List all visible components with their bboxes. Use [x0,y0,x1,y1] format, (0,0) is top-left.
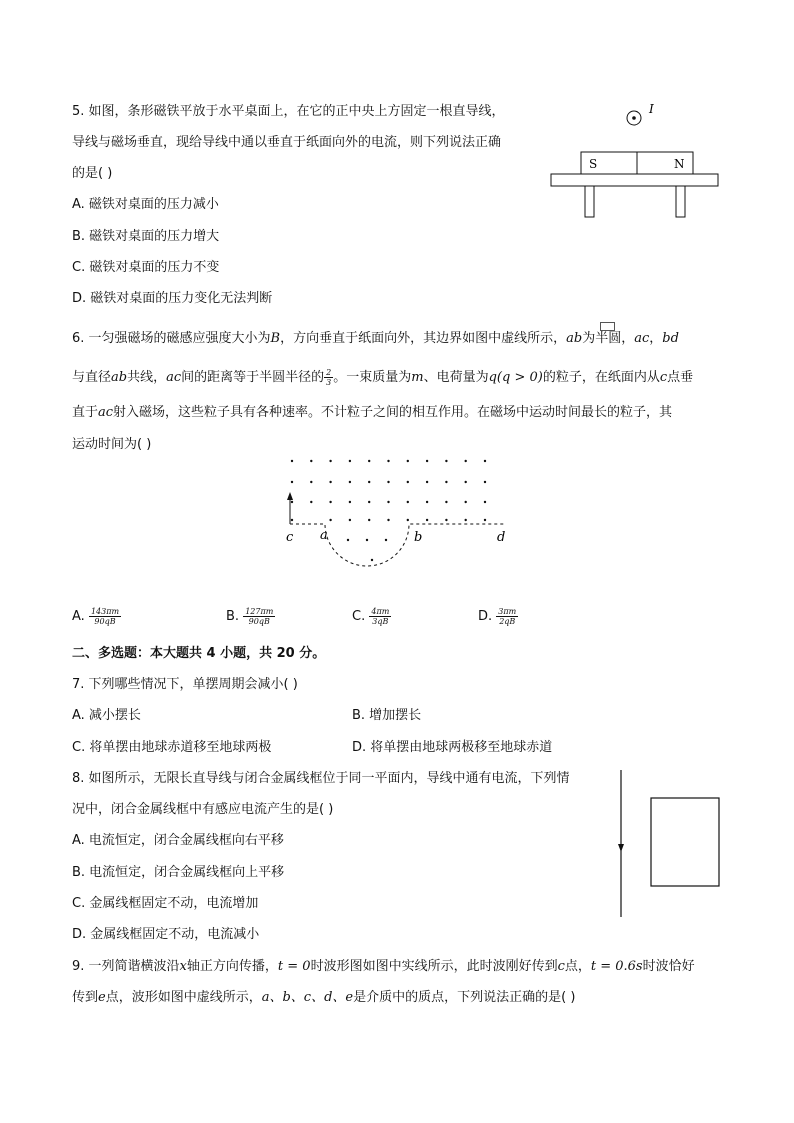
field-dot [484,501,486,503]
q5-option-a[interactable]: A. 磁铁对桌面的压力减小 [72,197,219,212]
field-dot [465,501,467,503]
section-heading-multiple-choice: 二、多选题：本大题共 4 小题，共 20 分。 [72,646,326,661]
field-dot [368,501,370,503]
q5-stem-line-2: 导线与磁场垂直，现给导线中通以垂直于纸面向外的电流，则下列说法正确 [72,135,502,150]
q5-option-b[interactable]: B. 磁铁对桌面的压力增大 [72,229,220,244]
point-a-label: a [320,528,328,543]
field-dot [445,481,447,483]
field-dot [484,481,486,483]
field-dot [465,519,467,521]
field-dot [445,501,447,503]
field-dot [426,501,428,503]
field-dot [387,501,389,503]
magnet-n-label: N [674,157,685,171]
field-dot [445,519,447,521]
current-label: I [649,102,654,116]
current-direction-arrow-icon [618,844,624,852]
q7-stem: 7. 下列哪些情况下，单摆周期会减小( ) [72,677,298,692]
field-dot [291,501,293,503]
q9-stem-line-1: 9. 一列简谐横波沿x轴正方向传播，t = 0时波形图如图中实线所示，此时波刚好传到c点，t = 0.6s时波恰好 [72,959,695,974]
point-c-label: c [286,530,294,545]
field-dot [465,460,467,462]
fraction-two-thirds: $\frac{2}{3}$ [326,368,332,387]
q6-option-c[interactable]: C. $\frac{4\pi m}{3qB}$ [352,607,390,626]
q6-stem-line-4: 运动时间为( ) [72,437,152,452]
q8-option-a[interactable]: A. 电流恒定，闭合金属线框向右平移 [72,833,284,848]
q6-stem-line-3: 直于ac射入磁场，这些粒子具有各种速率。不计粒子之间的相互作用。在磁场中运动时间最长的粒子，其 [72,405,673,420]
field-dot [484,519,486,521]
field-dot [426,481,428,483]
q6-option-a[interactable]: A. $\frac{143\pi m}{90qB}$ [72,607,120,626]
arc-ab: ab [566,331,583,346]
q7-option-c[interactable]: C. 将单摆由地球赤道移至地球两极 [72,740,272,755]
field-dot [426,519,428,521]
field-dot [291,519,293,521]
q5-stem-line-1: 5. 如图，条形磁铁平放于水平桌面上，在它的正中央上方固定一根直导线， [72,104,505,119]
q8-stem-line-2: 况中，闭合金属线框中有感应电流产生的是( ) [72,802,334,817]
q5-option-d[interactable]: D. 磁铁对桌面的压力变化无法判断 [72,291,273,306]
field-dot [368,481,370,483]
q6-stem-line-2: 与直径ab共线，ac间的距离等于半圆半径的 $\frac{2}{3}$ 。一束质量为m、电荷量为q(q > 0)的粒子，在纸面内从c点垂 [72,368,694,387]
velocity-arrow-icon [287,492,293,500]
q7-option-d[interactable]: D. 将单摆由地球两极移至地球赤道 [352,740,553,755]
point-d-label: d [497,530,506,545]
field-dot [445,460,447,462]
field-dot [329,460,331,462]
field-dot [407,460,409,462]
q8-option-d[interactable]: D. 金属线框固定不动，电流减小 [72,927,260,942]
field-dot [366,539,368,541]
q6-option-d[interactable]: D. $\frac{3\pi m}{2qB}$ [478,607,517,626]
field-dot [310,460,312,462]
field-dot [371,559,373,561]
field-dot [349,481,351,483]
q6-option-b[interactable]: B. $\frac{127\pi m}{90qB}$ [226,607,274,626]
field-dot [407,481,409,483]
field-dot [291,460,293,462]
q5-magnet-figure [545,98,725,223]
q6-stem-line-1: 6. 一匀强磁场的磁感应强度大小为B，方向垂直于纸面向外，其边界如图中虚线所示，ab为半圆，ac，bd [72,331,679,346]
field-dot [310,481,312,483]
field-dot [387,460,389,462]
q5-option-c[interactable]: C. 磁铁对桌面的压力不变 [72,260,220,275]
field-dot [407,501,409,503]
q7-option-b[interactable]: B. 增加摆长 [352,708,422,723]
field-dot [426,460,428,462]
field-dot [368,460,370,462]
field-dot [329,481,331,483]
field-dot [310,501,312,503]
field-dot [349,460,351,462]
field-dot [407,519,409,521]
point-b-label: b [414,530,423,545]
field-dot [329,519,331,521]
magnet-s-label: S [589,157,598,171]
field-dot [291,481,293,483]
q8-wire-loop-figure [612,768,732,920]
q5-stem-line-3: 的是( ) [72,166,113,181]
field-dot [484,460,486,462]
q8-stem-line-1: 8. 如图所示，无限长直导线与闭合金属线框位于同一平面内，导线中通有电流，下列情 [72,771,570,786]
arc-symbol [600,322,615,331]
field-dot [329,501,331,503]
field-dot [385,539,387,541]
field-dot [387,519,389,521]
field-dot [349,519,351,521]
q8-option-c[interactable]: C. 金属线框固定不动，电流增加 [72,896,259,911]
q6-magnetic-field-figure [280,452,520,577]
field-dot [347,539,349,541]
field-dot [349,501,351,503]
metal-loop [651,798,719,886]
q8-option-b[interactable]: B. 电流恒定，闭合金属线框向上平移 [72,865,285,880]
field-dot [387,481,389,483]
field-dot [465,481,467,483]
field-dot [368,519,370,521]
q7-option-a[interactable]: A. 减小摆长 [72,708,141,723]
q9-stem-line-2: 传到e点，波形如图中虚线所示，a、b、c、d、e是介质中的质点，下列说法正确的是( ) [72,990,576,1005]
